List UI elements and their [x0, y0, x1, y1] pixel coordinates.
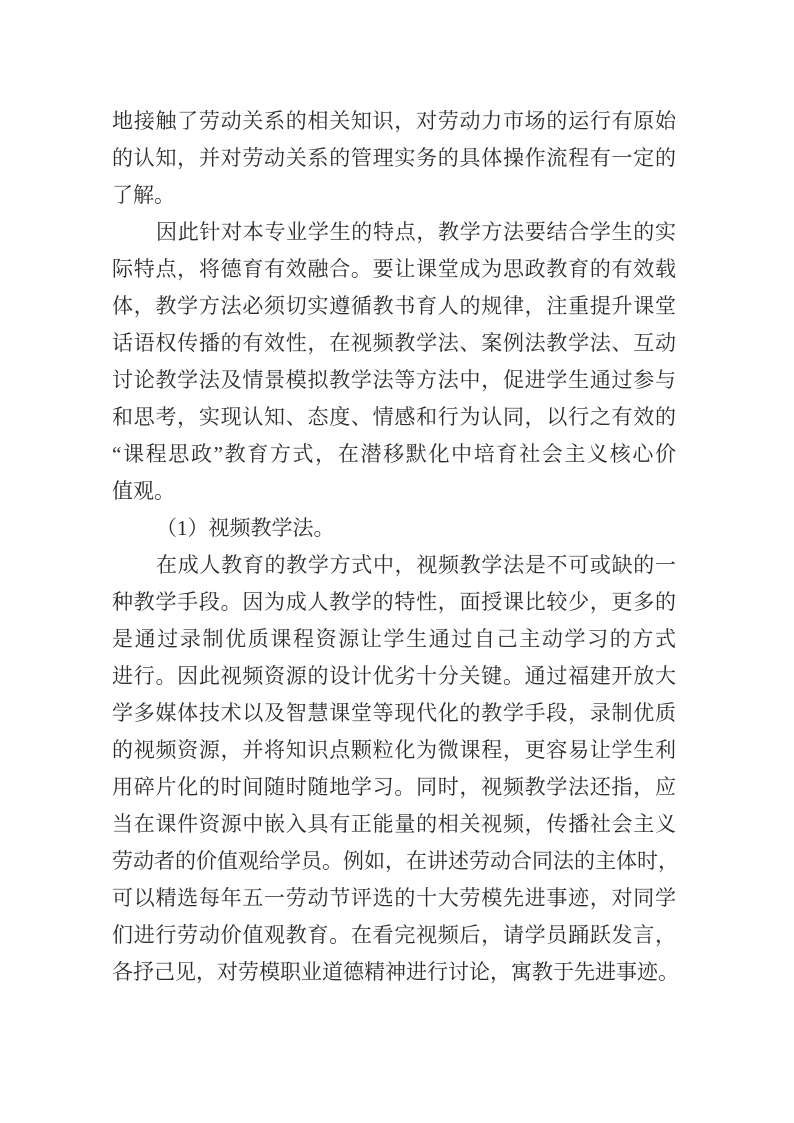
text-line: 们进行劳动价值观教育。在看完视频后，请学员踊跃发言， — [112, 923, 676, 947]
text-line: 可以精选每年五一劳动节评选的十大劳模先进事迹，对同学 — [112, 886, 676, 910]
text-line: 种教学手段。因为成人教学的特性，面授课比较少，更多的 — [112, 590, 676, 614]
text-line: 讨论教学法及情景模拟教学法等方法中，促进学生通过参与 — [112, 368, 676, 392]
text-line: 劳动者的价值观给学员。例如，在讲述劳动合同法的主体时， — [112, 849, 679, 873]
text-line: 学多媒体技术以及智慧课堂等现代化的教学手段，录制优质 — [112, 701, 676, 725]
text-line: “课程思政”教育方式，在潜移默化中培育社会主义核心价 — [112, 442, 676, 466]
section-heading-line: （1）视频教学法。 — [156, 516, 335, 540]
text-line: 值观。 — [112, 479, 175, 503]
text-line: 和思考，实现认知、态度、情感和行为认同，以行之有效的 — [112, 405, 676, 429]
text-line: 在成人教育的教学方式中，视频教学法是不可或缺的一 — [156, 553, 676, 577]
text-line: 地接触了劳动关系的相关知识，对劳动力市场的运行有原始 — [112, 109, 676, 133]
text-line: 的视频资源，并将知识点颗粒化为微课程，更容易让学生利 — [112, 738, 676, 762]
text-line: 话语权传播的有效性，在视频教学法、案例法教学法、互动 — [112, 331, 676, 355]
text-line: 了解。 — [112, 183, 175, 207]
document-text-block — [112, 103, 679, 991]
text-line: 因此针对本专业学生的特点，教学方法要结合学生的实 — [156, 220, 676, 244]
text-line: 体，教学方法必须切实遵循教书育人的规律，注重提升课堂 — [112, 294, 676, 318]
text-line: 用碎片化的时间随时随地学习。同时，视频教学法还指，应 — [112, 775, 676, 799]
text-line: 进行。因此视频资源的设计优劣十分关键。通过福建开放大 — [112, 664, 676, 688]
text-line: 的认知，并对劳动关系的管理实务的具体操作流程有一定的 — [112, 146, 676, 170]
text-line: 际特点，将德育有效融合。要让课堂成为思政教育的有效载 — [112, 257, 676, 281]
text-line: 各抒己见，对劳模职业道德精神进行讨论，寓教于先进事迹。 — [112, 960, 679, 984]
text-line: 是通过录制优质课程资源让学生通过自己主动学习的方式 — [112, 627, 676, 651]
text-line: 当在课件资源中嵌入具有正能量的相关视频，传播社会主义 — [112, 812, 676, 836]
